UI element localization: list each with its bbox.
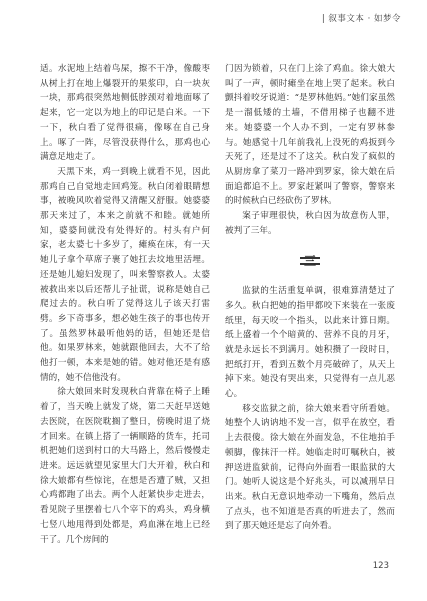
paragraph: 门因为锁着，只在门上涂了鸡血。徐大娘大叫了一声，顿时瘫坐在地上哭了起来。秋白颤抖着咬牙说道：“是罗林他妈。”她们家虽然是一溜低矮的土墙，不借用梯子也翻不进来。她婆婆一个人办不到，一定有罗林参与。她感觉十几年前我礼上没死的鸡扳到今天死了，还是过不了这关。秋白发了疯似的从厨房拿了菜刀一路冲到罗家，徐大娘在后面追都追不上。罗家赶紧叫了警察，警察来的时候秋白已经砍伤了罗林。 xyxy=(225,64,395,207)
paragraph: 案子审理很快，秋白因为故意伤人罪，被判了三年。 xyxy=(225,211,395,236)
left-column xyxy=(40,62,210,547)
paragraph: 徐大娘回来时发现秋白背靠在椅子上睡着了，当天晚上就发了烧，第二天赶早送她去医院，在医院耽搁了整日，傍晚时退了烧才回来。在镇上搭了一辆顺路的货车，托司机把她们送到村口的大马路上，然后慢慢走进来。远远就望见家里大门大开着，秋白和徐大娘都有些惊诧，在想是否遭了贼，又担心鸡都跑了出去。两个人赶紧快步走进去，看见院子里摆着七八个宰下的鸡头，鸡身横七竖八地甩得到处都是，鸡血淋在地上已经干了。几个房间的 xyxy=(40,387,210,545)
paragraph: 适。水泥地上结着鸟屎，擦不干净，像酸枣从树上打在地上爆裂开的果浆印，白一块灰一块，那鸡很突然地侧低脖颈对着地面啄了起来，它一定以为地上的印记是白米。一下一下，秋白看了觉得很痛，像啄在自己身上。啄了一阵，尽管没获得什么，那鸡也心满意足地走了。 xyxy=(40,64,210,163)
running-header: | 叙事文本 · 如梦令 xyxy=(321,14,401,24)
paragraph: 监狱的生活重复单调，很难算清楚过了多久。秋白把她的指甲都咬下来装在一张废纸里，每天咬一个指头，以此来计算日期。纸上盛着一个个暗黄的、营养不良的月牙，就是永远长不到满月。她积攒了一段时日，把纸打开，看到五数个月亮破碎了，从天上掉下来。她没有哭出来，只觉得有一点儿恶心。 xyxy=(225,286,395,400)
right-column xyxy=(225,62,395,534)
page-number: 123 xyxy=(372,561,389,571)
paragraph: 天黑下来，鸡一到晚上就看不见，因此那鸡自己自觉地走回鸡笼。秋白闭着眼睛想事，被晚风吹着觉得又清醒又舒服。她婆婆那天来过了，本来之前就不和睦。就她所知，婆婆间就没有处得好的。村头有户何家，老太婆七十多岁了，瘫痪在床，有一天她儿子拿个草席子裹了她扛去坟地里活埋。还是她儿媳妇发现了，叫来警察救人。太婆被救出来以后还帮儿子扯谎，说称是她自己爬过去的。秋白听了觉得这儿子该天打雷劈。乡下奇事多，想必她生孩子的事也传开了。虽然罗林最听他妈的话，但她还是信他。如果罗林来，她就跟他回去，大不了给他打一顿，本来是她的错。她对他还是有感情的，她不信他没有。 xyxy=(40,166,210,383)
section-number-glyph: 三 xyxy=(300,257,320,265)
section-number xyxy=(225,254,395,270)
paragraph: 移交监狱之前，徐大娘来看守所看她。她整个人讷讷地不发一言，似乎在放空，看上去很傻。徐大娘在外面发急，不住地拍手顿脚，像抹汗一样。她临走时叮嘱秋白，被押送进监狱前，记得向外面看一眼监狱的大门。她听人说这是个好兆头，可以减刑早日出来。秋白无意识地牵动一下嘴角，然后点了点头，也不知道是否真的听进去了，然而到了那天她还是忘了向外看。 xyxy=(225,403,395,532)
